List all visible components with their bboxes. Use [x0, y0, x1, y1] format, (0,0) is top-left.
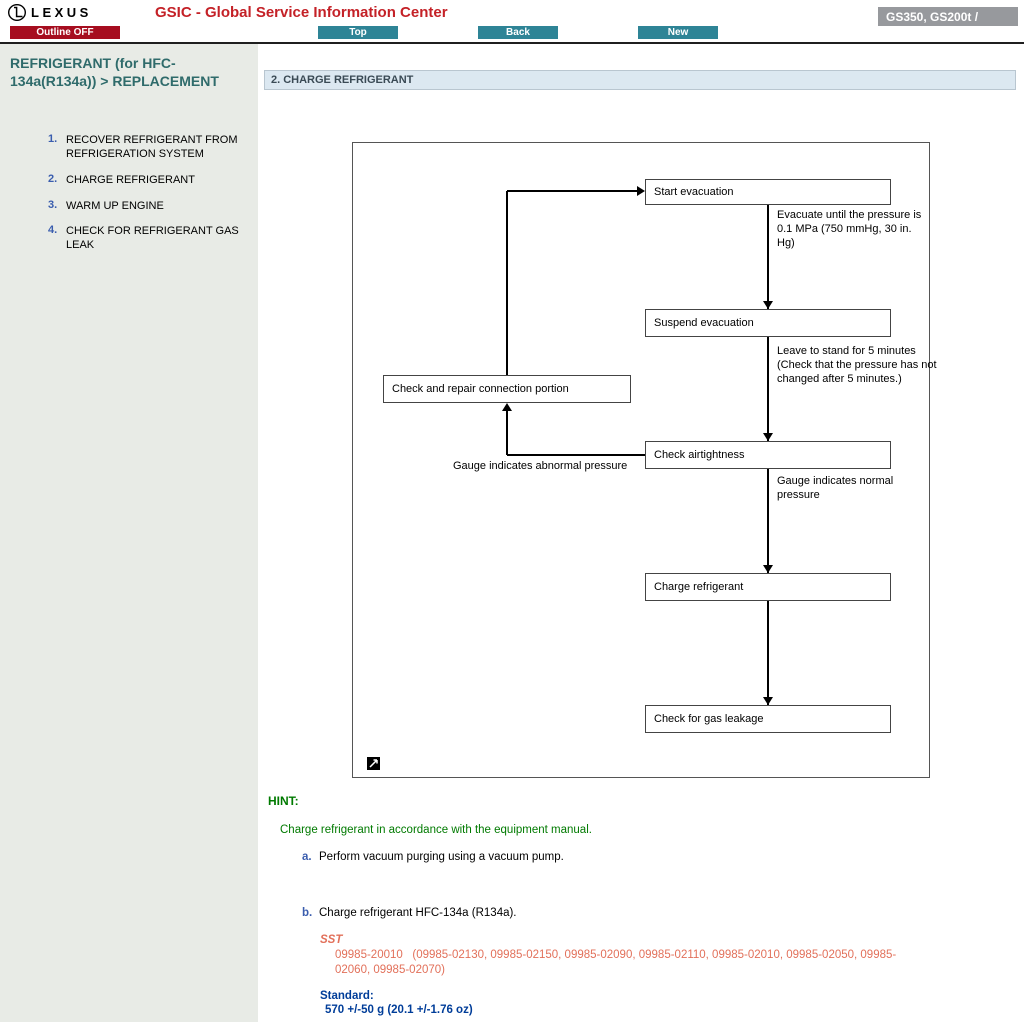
logo-text: LEXUS [31, 5, 92, 20]
flow-node-check-gas-leakage: Check for gas leakage [645, 705, 891, 733]
model-badge: GS350, GS200t / [878, 7, 1018, 26]
step-number: 2. [48, 172, 58, 185]
flow-connector-line [767, 337, 769, 441]
flow-node-start-evacuation: Start evacuation [645, 179, 891, 205]
flow-connector-line [767, 205, 769, 309]
sidebar-item-recover-refrigerant[interactable] [48, 133, 250, 162]
lexus-logo [8, 3, 100, 27]
flow-node-suspend-evacuation: Suspend evacuation [645, 309, 891, 337]
flow-node-charge-refrigerant: Charge refrigerant [645, 573, 891, 601]
sidebar-item-warm-up-engine[interactable] [48, 199, 250, 214]
outline-sidebar [0, 44, 258, 1022]
substep-letter: b. [302, 907, 313, 919]
flow-connector-line [507, 454, 645, 456]
sst-part-numbers: 09985-20010 (09985-02130, 09985-02150, 09985-02090, 09985-02110, 09985-02010, 09985-02050, 09985-02060, 09985-02070) [335, 949, 897, 976]
procedure-flowchart [352, 142, 937, 778]
procedure-step-list [10, 133, 250, 253]
step-label[interactable]: CHARGE REFRIGERANT [66, 173, 195, 186]
flow-connector-line [767, 469, 769, 573]
substep-text: Charge refrigerant HFC-134a (R134a). [319, 907, 517, 919]
sidebar-item-check-gas-leak[interactable] [48, 224, 250, 253]
sst-heading: SST [320, 934, 343, 946]
flow-arrow-down-icon [763, 433, 773, 441]
step-number: 3. [48, 198, 58, 211]
new-button[interactable]: New [638, 26, 718, 39]
flow-note-leave-stand: Leave to stand for 5 minutes (Check that the pressure has not changed after 5 minutes.) [777, 345, 937, 385]
step-number: 4. [48, 224, 58, 237]
flow-arrow-up-icon [502, 403, 512, 411]
flow-arrow-down-icon [763, 301, 773, 309]
step-label[interactable]: CHECK FOR REFRIGERANT GAS LEAK [66, 225, 239, 252]
step-label[interactable]: RECOVER REFRIGERANT FROM REFRIGERATION SYSTEM [66, 134, 238, 161]
step-label[interactable]: WARM UP ENGINE [66, 199, 164, 212]
flow-connector-line [507, 190, 637, 192]
step-number: 1. [48, 133, 58, 146]
image-zoom-icon[interactable] [367, 757, 380, 775]
flow-node-check-airtightness: Check airtightness [645, 441, 891, 469]
flow-arrow-down-icon [763, 697, 773, 705]
flow-connector-line [506, 191, 508, 375]
outline-toggle-button[interactable]: Outline OFF [10, 26, 120, 39]
flow-node-check-repair: Check and repair connection portion [383, 375, 631, 403]
main-content [258, 44, 1024, 1022]
top-button[interactable]: Top [318, 26, 398, 39]
hint-text: Charge refrigerant in accordance with the equipment manual. [280, 824, 592, 836]
substep-a [302, 851, 1016, 863]
flow-arrow-down-icon [763, 565, 773, 573]
hint-heading: HINT: [268, 794, 299, 808]
standard-heading: Standard: [320, 989, 374, 1002]
standard-value: 570 +/-50 g (20.1 +/-1.76 oz) [325, 1003, 473, 1016]
page-title: GSIC - Global Service Information Center [155, 4, 448, 21]
flow-arrow-right-icon [637, 186, 645, 196]
flow-connector-line [506, 409, 508, 455]
flow-label-abnormal-pressure: Gauge indicates abnormal pressure [453, 460, 628, 472]
substep-b [302, 907, 1016, 919]
app-header [0, 0, 1024, 44]
flow-connector-line [767, 601, 769, 705]
substep-letter: a. [302, 851, 312, 863]
flow-note-evacuate: Evacuate until the pressure is 0.1 MPa (750 mmHg, 30 in. Hg) [777, 209, 922, 249]
sidebar-item-charge-refrigerant[interactable] [48, 173, 250, 188]
flow-label-normal-pressure: Gauge indicates normal pressure [777, 475, 894, 501]
procedure-title: REFRIGERANT (for HFC-134a(R134a)) > REPLACEMENT [10, 55, 219, 90]
substep-text: Perform vacuum purging using a vacuum pump. [319, 851, 564, 863]
back-button[interactable]: Back [478, 26, 558, 39]
section-header: 2. CHARGE REFRIGERANT [264, 70, 1016, 90]
